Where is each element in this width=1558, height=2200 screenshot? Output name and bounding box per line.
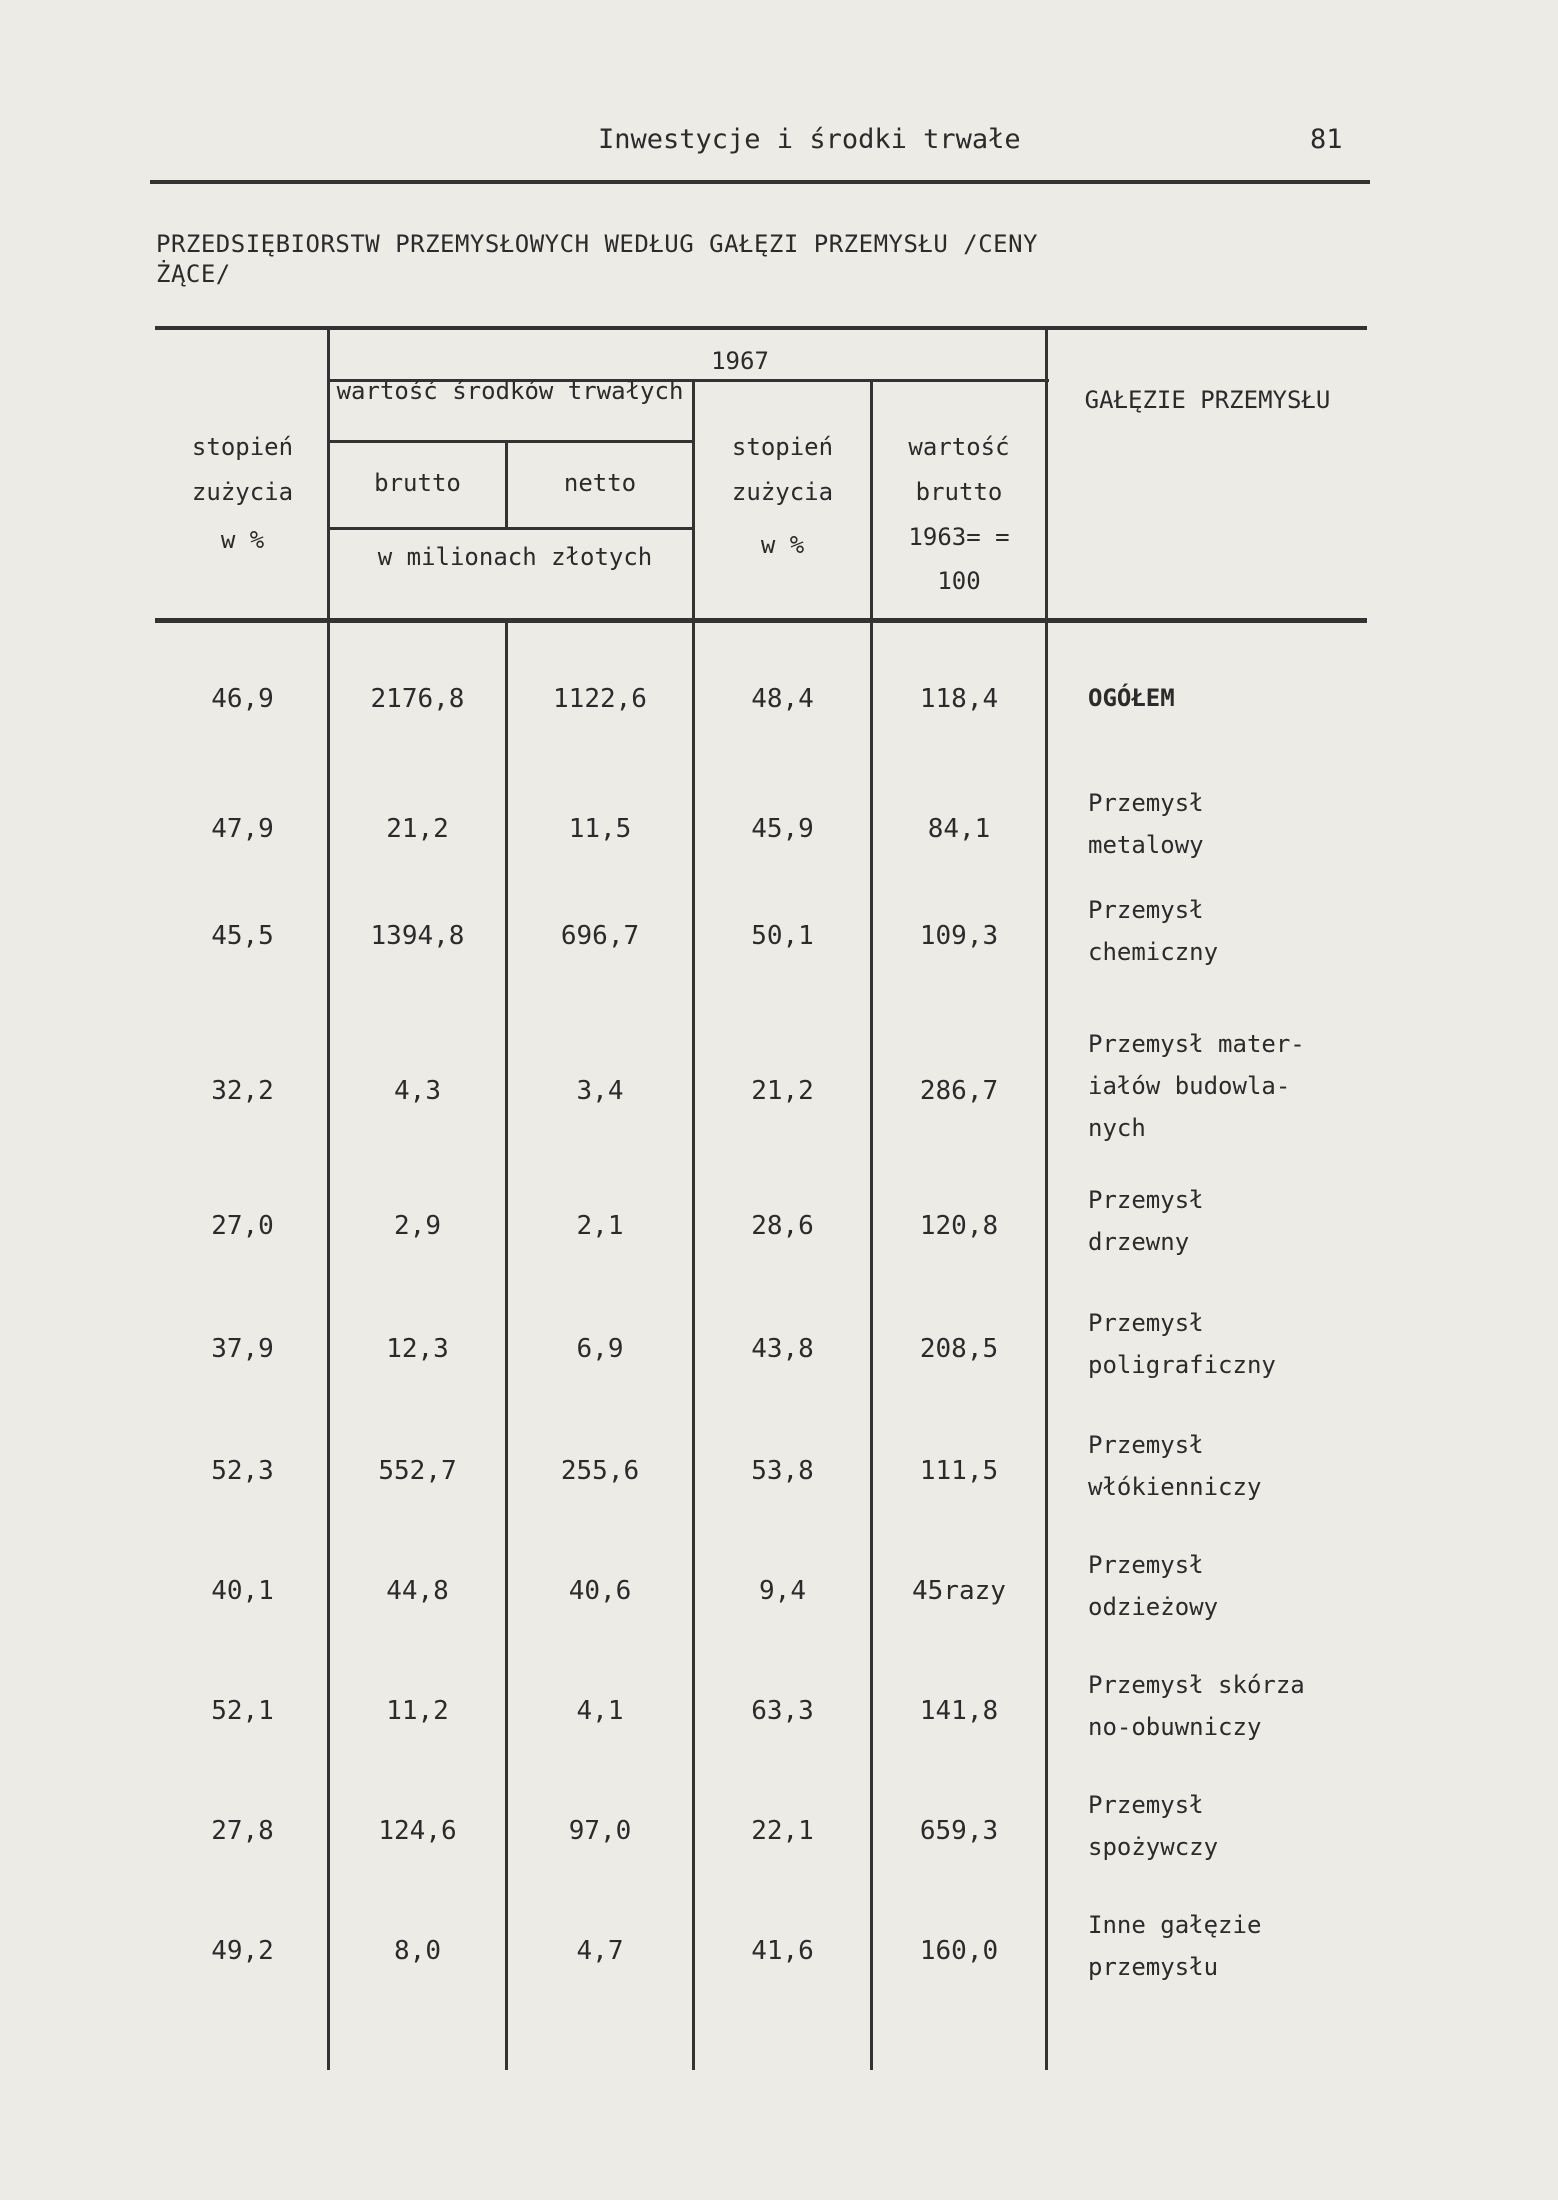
cell-branch-name: iałów budowla- xyxy=(1088,1072,1291,1100)
cell-branch-name: Przemysł xyxy=(1088,1791,1204,1819)
header-year: 1967 xyxy=(711,347,769,375)
page-number: 81 xyxy=(1310,124,1343,155)
cell-stopien-zuzycia-1967: 41,6 xyxy=(751,1936,814,1966)
header-netto: netto xyxy=(563,469,637,497)
cell-branch-name: przemysłu xyxy=(1088,1953,1219,1981)
cell-branch-name: Inne gałęzie xyxy=(1088,1911,1262,1939)
cell-wartosc-brutto-mln: 124,6 xyxy=(378,1816,457,1846)
cell-index-1963: 286,7 xyxy=(919,1076,999,1106)
cell-stopien-zuzycia-1967: 53,8 xyxy=(751,1456,814,1486)
cell-stopien-zuzycia-1967: 21,2 xyxy=(751,1076,814,1106)
cell-stopien-zuzycia: 27,0 xyxy=(211,1211,274,1241)
cell-branch-name: Przemysł xyxy=(1088,896,1204,924)
cell-stopien-zuzycia: 47,9 xyxy=(211,814,274,844)
table-top-rule xyxy=(155,326,1367,330)
cell-stopien-zuzycia: 37,9 xyxy=(211,1334,274,1364)
table-title-line2: ŻĄCE/ xyxy=(156,260,231,288)
header-brutto: brutto xyxy=(374,469,461,497)
col-divider-4 xyxy=(1045,326,1048,2070)
cell-index-1963: 659,3 xyxy=(919,1816,999,1846)
cell-wartosc-brutto-mln: 8,0 xyxy=(394,1936,441,1966)
cell-wartosc-brutto-mln: 2,9 xyxy=(394,1211,441,1241)
cell-stopien-zuzycia-1967: 45,9 xyxy=(751,814,814,844)
cell-stopien-zuzycia-1967: 63,3 xyxy=(751,1696,814,1726)
header-index-base: 1963= = 100 xyxy=(908,523,1010,595)
cell-branch-name: odzieżowy xyxy=(1088,1593,1219,1621)
cell-branch-name: Przemysł xyxy=(1088,1309,1204,1337)
cell-stopien-zuzycia: 45,5 xyxy=(211,921,274,951)
header-stopien-zuzycia-2: stopień zużycia xyxy=(731,433,834,506)
header-unit-percent-1: w % xyxy=(220,526,265,554)
header-bottom-rule xyxy=(155,618,1367,623)
cell-index-1963: 141,8 xyxy=(919,1696,999,1726)
cell-branch-name: OGÓŁEM xyxy=(1088,684,1175,712)
cell-wartosc-brutto-mln: 1394,8 xyxy=(370,921,465,951)
cell-wartosc-brutto-mln: 12,3 xyxy=(386,1334,449,1364)
cell-branch-name: Przemysł xyxy=(1088,1551,1204,1579)
cell-wartosc-netto-mln: 97,0 xyxy=(568,1816,632,1846)
cell-wartosc-brutto-mln: 2176,8 xyxy=(370,684,465,714)
header-wartosc-brutto: wartość brutto xyxy=(908,433,1010,506)
cell-branch-name: spożywczy xyxy=(1088,1833,1219,1861)
cell-stopien-zuzycia-1967: 43,8 xyxy=(751,1334,814,1364)
cell-stopien-zuzycia-1967: 22,1 xyxy=(751,1816,814,1846)
cell-stopien-zuzycia: 46,9 xyxy=(211,684,274,714)
cell-branch-name: poligraficzny xyxy=(1088,1351,1276,1379)
cell-index-1963: 45razy xyxy=(912,1576,1006,1606)
cell-branch-name: Przemysł xyxy=(1088,789,1204,817)
cell-branch-name: Przemysł xyxy=(1088,1431,1204,1459)
cell-wartosc-brutto-mln: 4,3 xyxy=(394,1076,441,1106)
cell-branch-name: Przemysł mater- xyxy=(1088,1030,1305,1058)
cell-index-1963: 84,1 xyxy=(927,814,991,844)
cell-index-1963: 120,8 xyxy=(919,1211,999,1241)
cell-wartosc-netto-mln: 3,4 xyxy=(576,1076,624,1106)
cell-stopien-zuzycia: 52,1 xyxy=(211,1696,274,1726)
cell-stopien-zuzycia-1967: 9,4 xyxy=(759,1576,806,1606)
cell-wartosc-netto-mln: 255,6 xyxy=(560,1456,640,1486)
cell-stopien-zuzycia: 52,3 xyxy=(211,1456,274,1486)
cell-wartosc-brutto-mln: 44,8 xyxy=(386,1576,449,1606)
cell-branch-name: metalowy xyxy=(1088,831,1204,859)
cell-stopien-zuzycia-1967: 48,4 xyxy=(751,684,814,714)
cell-stopien-zuzycia: 40,1 xyxy=(211,1576,274,1606)
header-galezie-przemyslu: GAŁĘZIE PRZEMYSŁU xyxy=(1084,386,1331,414)
cell-wartosc-netto-mln: 2,1 xyxy=(576,1211,624,1241)
cell-wartosc-netto-mln: 4,1 xyxy=(576,1696,624,1726)
cell-branch-name: włókienniczy xyxy=(1088,1473,1262,1501)
cell-stopien-zuzycia: 27,8 xyxy=(211,1816,274,1846)
cell-index-1963: 208,5 xyxy=(919,1334,999,1364)
cell-wartosc-netto-mln: 6,9 xyxy=(576,1334,624,1364)
cell-index-1963: 160,0 xyxy=(919,1936,999,1966)
cell-branch-name: nych xyxy=(1088,1114,1146,1142)
cell-stopien-zuzycia-1967: 50,1 xyxy=(751,921,814,951)
cell-branch-name: chemiczny xyxy=(1088,938,1219,966)
col-divider-1 xyxy=(327,326,330,2070)
running-head-title: Inwestycje i środki trwałe xyxy=(598,124,1021,155)
cell-branch-name: Przemysł xyxy=(1088,1186,1204,1214)
cell-branch-name: Przemysł skórza xyxy=(1088,1671,1305,1699)
cell-wartosc-netto-mln: 11,5 xyxy=(568,814,632,844)
cell-stopien-zuzycia: 49,2 xyxy=(211,1936,274,1966)
cell-branch-name: no-obuwniczy xyxy=(1088,1713,1262,1741)
cell-stopien-zuzycia-1967: 28,6 xyxy=(751,1211,814,1241)
group-rule xyxy=(329,440,694,443)
cell-index-1963: 111,5 xyxy=(919,1456,999,1486)
cell-wartosc-netto-mln: 4,7 xyxy=(576,1936,624,1966)
cell-wartosc-netto-mln: 696,7 xyxy=(560,921,640,951)
cell-wartosc-brutto-mln: 552,7 xyxy=(378,1456,457,1486)
header-group-wartosc: wartość środków trwałych xyxy=(336,377,684,405)
head-rule xyxy=(150,180,1370,184)
table-title-line1: PRZEDSIĘBIORSTW PRZEMYSŁOWYCH WEDŁUG GAŁĘZI PRZEMYSŁU /CENY xyxy=(156,230,1039,258)
cell-wartosc-brutto-mln: 11,2 xyxy=(386,1696,449,1726)
cell-wartosc-netto-mln: 40,6 xyxy=(568,1576,632,1606)
cell-index-1963: 109,3 xyxy=(919,921,999,951)
cell-wartosc-netto-mln: 1122,6 xyxy=(553,684,647,714)
cell-branch-name: drzewny xyxy=(1088,1228,1190,1256)
header-unit-millions: w milionach złotych xyxy=(377,543,653,571)
cell-index-1963: 118,4 xyxy=(919,684,999,714)
header-unit-percent-2: w % xyxy=(760,531,805,559)
unit-rule xyxy=(329,527,694,530)
cell-wartosc-brutto-mln: 21,2 xyxy=(386,814,449,844)
cell-stopien-zuzycia: 32,2 xyxy=(211,1076,274,1106)
header-stopien-zuzycia-1: stopień zużycia xyxy=(191,433,294,506)
